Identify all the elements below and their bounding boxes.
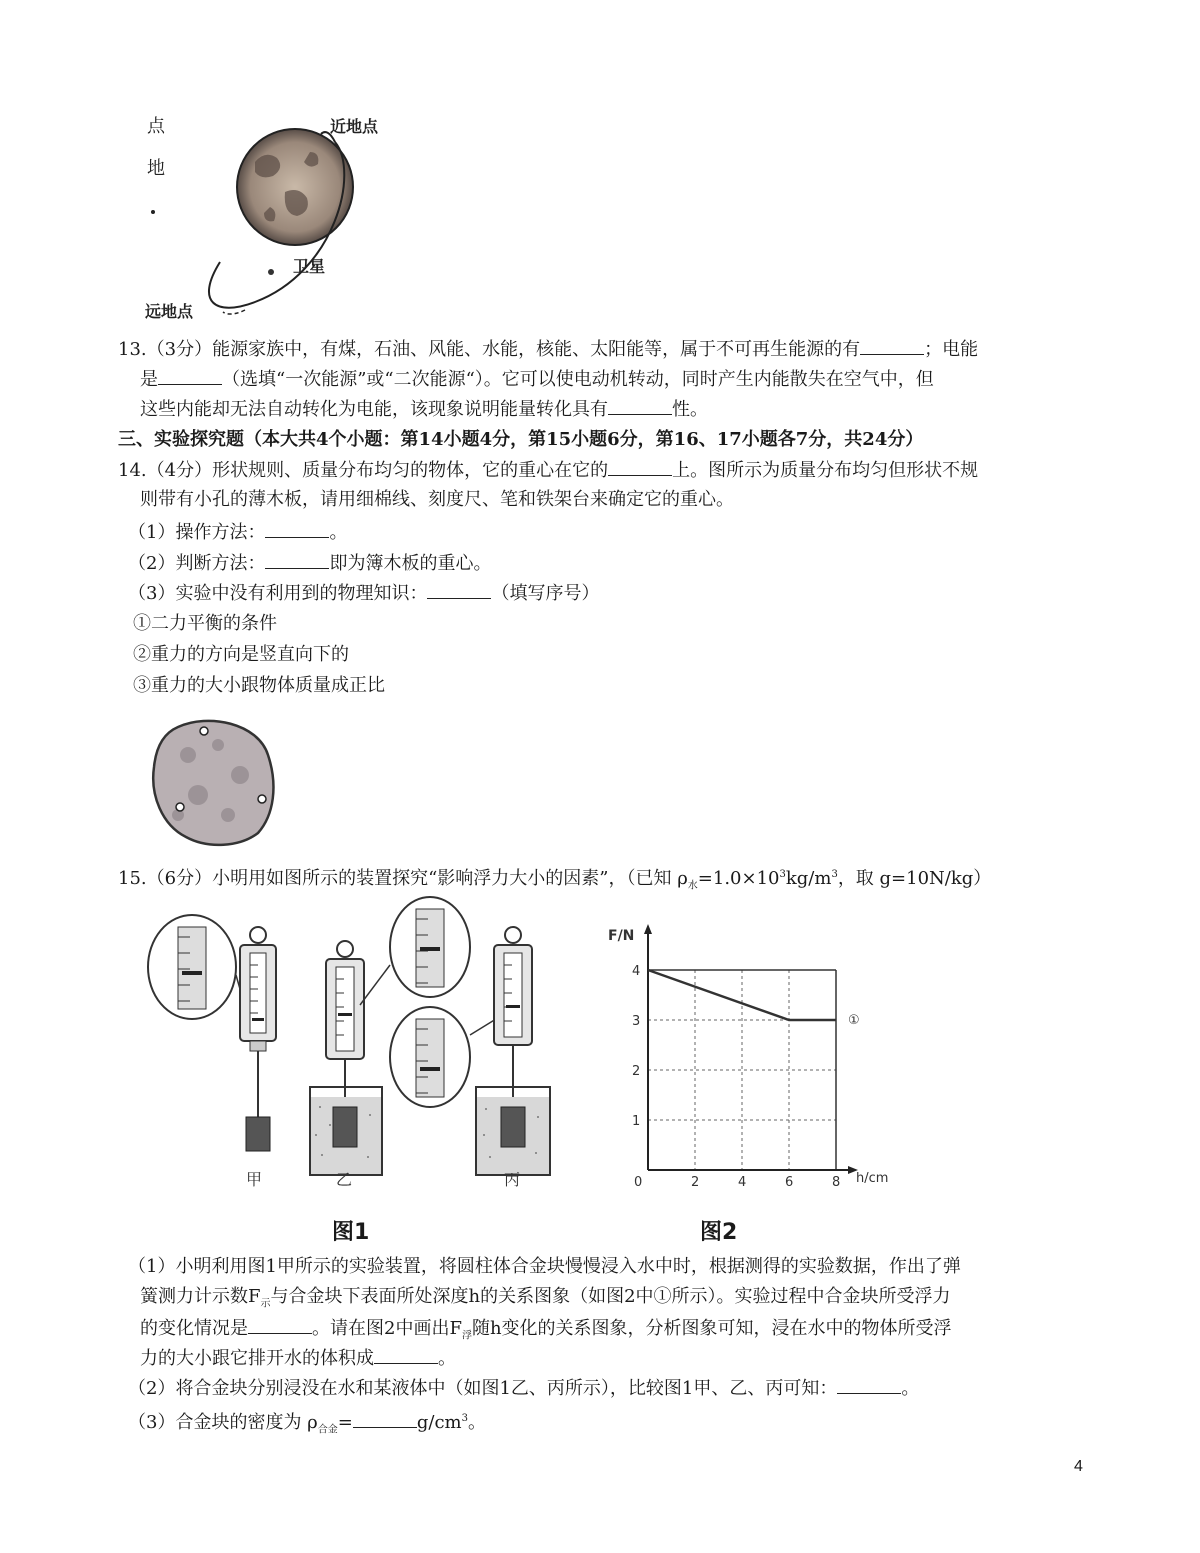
label-bing: 丙 — [504, 1170, 521, 1189]
q15-part2: （2）将合金块分别浸没在水和某液体中（如图1乙、丙所示），比较图1甲、乙、丙可知： 。 — [128, 1375, 919, 1402]
q15-part3: （3）合金块的密度为 $\rho_{合金}= g/cm^3$。 — [128, 1406, 486, 1444]
section-heading: 三、实验探究题（本大共4个小题：第14小题4分，第15小题6分，第16、17小题各7分，共24分） — [118, 429, 924, 450]
q15-blank-2[interactable] — [374, 1345, 438, 1364]
label-yi: 乙 — [336, 1170, 353, 1189]
figure-1-apparatus — [140, 895, 580, 1200]
q13-line1: 13.（3分）能源家族中，有煤，石油、风能、水能，核能、太阳能等，属于不可再生能源的有 ；电能 — [118, 336, 978, 363]
x-tick-label-2: 4 — [738, 1175, 747, 1190]
q14-line1: 14.（4分）形状规则、质量分布均匀的物体，它的重心在它的 上。图所示为质量分布均匀但形状不规 — [118, 457, 978, 484]
y-tick-label-2: 2 — [632, 1064, 641, 1079]
label-left-top: 点 — [147, 116, 165, 137]
y-tick-label-3: 3 — [632, 1014, 641, 1029]
q14-line2: 则带有小孔的薄木板，请用细棉线、刻度尺、笔和铁架台来确定它的重心。 — [140, 489, 734, 510]
q14-part3: （3）实验中没有利用到的物理知识： （填写序号） — [128, 580, 599, 607]
wooden-board-figure — [148, 715, 280, 847]
figure-2-chart — [598, 920, 908, 1190]
q15-blank-1[interactable] — [248, 1315, 312, 1334]
label-near-point: 近地点 — [330, 117, 379, 136]
x-tick-label-4: 8 — [832, 1175, 841, 1190]
q14-option-1: ①二力平衡的条件 — [133, 613, 277, 634]
x-tick-label-3: 6 — [785, 1175, 794, 1190]
hole-1 — [200, 727, 208, 735]
figure-1-caption: 图1 — [332, 1220, 370, 1245]
q14-blank-3[interactable] — [265, 550, 329, 569]
figure-2-caption: 图2 — [700, 1220, 738, 1245]
y-tick-label-4: 4 — [632, 964, 641, 979]
x-tick-label-0: 0 — [634, 1175, 643, 1190]
q13-blank-3[interactable] — [608, 396, 672, 415]
q15-line1: 15.（6分）小明用如图所示的装置探究“影响浮力大小的因素”，（已知 $\rho_水=1.0\times 10^3kg/m^3$，取 g=10N/kg） — [118, 868, 992, 892]
y-axis-arrow — [644, 924, 652, 934]
orbit-figure — [135, 112, 415, 327]
q14-option-2: ②重力的方向是竖直向下的 — [133, 644, 349, 665]
q14-part1: （1）操作方法： 。 — [128, 519, 347, 546]
q14-blank-4[interactable] — [427, 580, 491, 599]
q13-blank-2[interactable] — [158, 366, 222, 385]
hole-3 — [258, 795, 266, 803]
label-jia: 甲 — [246, 1170, 263, 1189]
y-tick-label-1: 1 — [632, 1114, 641, 1129]
q15-part1-line4: 力的大小跟它排开水的体积成 。 — [140, 1345, 456, 1372]
label-satellite: 卫星 — [293, 257, 326, 276]
moon-globe — [237, 129, 353, 245]
label-left-mid: 地 — [147, 158, 165, 179]
q13-line3: 这些内能却无法自动转化为电能，该现象说明能量转化具有 性。 — [140, 396, 708, 423]
page-number: 4 — [1074, 1458, 1083, 1475]
hole-2 — [176, 803, 184, 811]
alloy-block-jia — [246, 1117, 270, 1151]
q15-part1-line1: （1）小明利用图1甲所示的实验装置，将圆柱体合金块慢慢浸入水中时，根据测得的实验数据，作出了弹 — [128, 1256, 961, 1277]
q13-line2: 是 （选填“一次能源”或“二次能源“）。它可以使电动机转动，同时产生内能散失在空气中，但 — [140, 366, 934, 393]
q15-part1-line3: 的变化情况是 。请在图2中画出$F_浮$随h变化的关系图象，分析图象可知，浸在水中的物体所受浮 — [140, 1315, 952, 1350]
y-axis-label: F/N — [608, 928, 635, 944]
label-far-point: 远地点 — [145, 302, 194, 321]
x-tick-label-1: 2 — [691, 1175, 700, 1190]
x-axis-label: h/cm — [856, 1171, 889, 1186]
q13-blank-1[interactable] — [860, 336, 924, 355]
q14-part2: （2）判断方法： 即为簿木板的重心。 — [128, 550, 491, 577]
alloy-block-bing — [501, 1107, 525, 1147]
series-label-1: ① — [848, 1013, 860, 1028]
q15-blank-4[interactable] — [353, 1409, 417, 1428]
q14-option-3: ③重力的大小跟物体质量成正比 — [133, 675, 385, 696]
q14-blank-1[interactable] — [608, 457, 672, 476]
alloy-block-yi — [333, 1107, 357, 1147]
q14-blank-2[interactable] — [265, 519, 329, 538]
q15-blank-3[interactable] — [837, 1375, 901, 1394]
q15-part1-line2: 簧测力计示数$F_示$与合金块下表面所处深度h的关系图象（如图2中①所示）。实验过程中合金块所受浮力 — [140, 1286, 951, 1310]
